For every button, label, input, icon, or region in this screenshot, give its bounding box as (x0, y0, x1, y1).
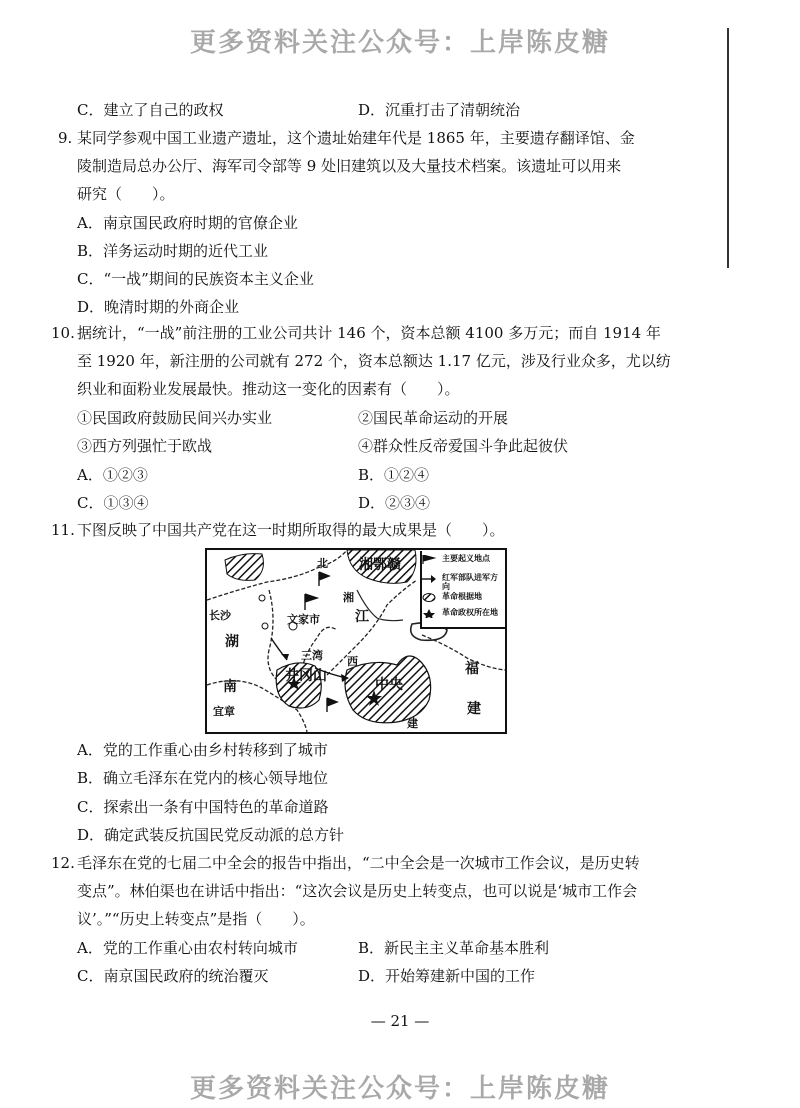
q11-option-a: A．党的工作重心由乡村转移到了城市 (77, 741, 328, 759)
q10-option-a: A．①②③ (77, 466, 148, 484)
legend-uprising: 主要起义地点 (442, 553, 490, 563)
map-label-nan: 南 (223, 679, 237, 695)
map-label-wenjiashi: 文家市 (287, 613, 320, 626)
map-label-sanwan: 三湾 (301, 649, 323, 662)
q11-number: 11. (51, 521, 75, 539)
scan-edge-line (727, 28, 729, 268)
map-label-fu: 福 (465, 661, 479, 677)
q9-stem-line-3: 研究（ ）。 (77, 185, 175, 203)
q10-item-4: ④群众性反帝爱国斗争此起彼伏 (358, 437, 569, 455)
map-legend (420, 551, 505, 629)
watermark-bottom: 更多资料关注公众号：上岸陈皮糖 (189, 1074, 610, 1104)
legend-arrow-symbol (422, 574, 436, 583)
q11-option-c: C．探索出一条有中国特色的革命道路 (77, 798, 329, 816)
uprising-flag (319, 572, 329, 586)
q9-option-c: C．“一战”期间的民族资本主义企业 (77, 270, 314, 288)
march-arrow-head (281, 654, 289, 660)
q10-stem-line-3: 织业和面粉业发展最快。推动这一变化的因素有（ ）。 (77, 380, 460, 398)
lake-dot (259, 595, 265, 601)
watermark-top: 更多资料关注公众号：上岸陈皮糖 (189, 28, 610, 58)
lake-dot (262, 623, 268, 629)
map-label-xianggan: 湘鄂赣 (359, 557, 401, 573)
q11-stem: 下图反映了中国共产党在这一时期所取得的最大成果是（ ）。 (77, 521, 505, 539)
legend-base-symbol (422, 593, 436, 602)
legend-star-symbol (422, 609, 436, 618)
map-label-xiang: 湘 (343, 591, 354, 604)
legend-march: 红军部队进军方向 (442, 572, 498, 591)
q11-option-b: B．确立毛泽东在党内的核心领导地位 (77, 769, 329, 787)
q9-stem-line-1: 某同学参观中国工业遗产遗址，这个遗址始建年代是 1865 年，主要遗存翻译馆、金 (77, 129, 635, 147)
q12-number: 12. (51, 854, 75, 872)
base-area-xiangegan-west (225, 554, 263, 581)
map-label-hu: 湖 (225, 634, 239, 650)
q8-option-c: C．建立了自己的政权 (77, 101, 224, 119)
q10-item-2: ②国民革命运动的开展 (358, 409, 509, 427)
q10-number: 10. (51, 324, 75, 342)
map-label-zhongyang: 中央 (375, 677, 403, 693)
map-label-jian-hint: 建 (407, 717, 418, 730)
q11-option-d: D．确定武装反抗国民党反动派的总方针 (77, 826, 345, 844)
q8-option-d: D．沉重打击了清朝统治 (358, 101, 521, 119)
map-label-changsha: 长沙 (209, 609, 231, 622)
legend-flag-symbol (422, 555, 436, 564)
q9-number: 9. (58, 129, 73, 147)
q12-option-b: B．新民主主义革命基本胜利 (358, 939, 550, 957)
legend-regime: 革命政权所在地 (442, 607, 498, 617)
q12-option-d: D．开始筹建新中国的工作 (358, 967, 536, 985)
uprising-flag (327, 698, 337, 712)
map-label-yizhang: 宜章 (213, 705, 235, 718)
q12-stem-line-3: 议’。”“历史上转变点”是指（ ）。 (77, 910, 315, 928)
map-label-jinggangshan: 井冈山 (285, 668, 327, 684)
q10-item-1: ①民国政府鼓励民间兴办实业 (77, 409, 273, 427)
map-label-bei: 北 (317, 557, 328, 570)
q12-option-a: A．党的工作重心由农村转向城市 (77, 939, 298, 957)
q9-option-d: D．晚清时期的外商企业 (77, 298, 240, 316)
legend-base: 革命根据地 (442, 591, 482, 601)
q9-option-a: A．南京国民政府时期的官僚企业 (77, 214, 298, 232)
page-number: — 21 — (370, 1012, 430, 1030)
q12-stem-line-1: 毛泽东在党的七届二中全会的报告中指出，“二中全会是一次城市工作会议，是历史转 (77, 854, 640, 872)
q9-option-b: B．洋务运动时期的近代工业 (77, 242, 269, 260)
q10-item-3: ③西方列强忙于欧战 (77, 437, 213, 455)
q10-option-d: D．②③④ (358, 494, 431, 512)
map-label-jiang: 江 (355, 609, 369, 625)
revolution-base-map (205, 548, 507, 734)
q10-option-b: B．①②④ (358, 466, 430, 484)
q9-stem-line-2: 陵制造局总办公厅、海军司令部等 9 处旧建筑以及大量技术档案。该遗址可以用来 (77, 157, 622, 175)
uprising-flag (305, 594, 317, 610)
q12-stem-line-2: 变点”。林伯渠也在讲话中指出：“这次会议是历史上转变点，也可以说是‘城市工作会 (77, 882, 638, 900)
q12-option-c: C．南京国民政府的统治覆灭 (77, 967, 269, 985)
map-label-jian: 建 (467, 701, 481, 717)
q10-stem-line-2: 至 1920 年，新注册的公司就有 272 个，资本总额达 1.17 亿元，涉及行业众多，尤以纺 (77, 352, 671, 370)
q10-option-c: C．①③④ (77, 494, 149, 512)
q10-stem-line-1: 据统计，“一战”前注册的工业公司共计 146 个，资本总额 4100 多万元；而自 1914 年 (77, 324, 661, 342)
map-label-xi: 西 (347, 655, 358, 668)
